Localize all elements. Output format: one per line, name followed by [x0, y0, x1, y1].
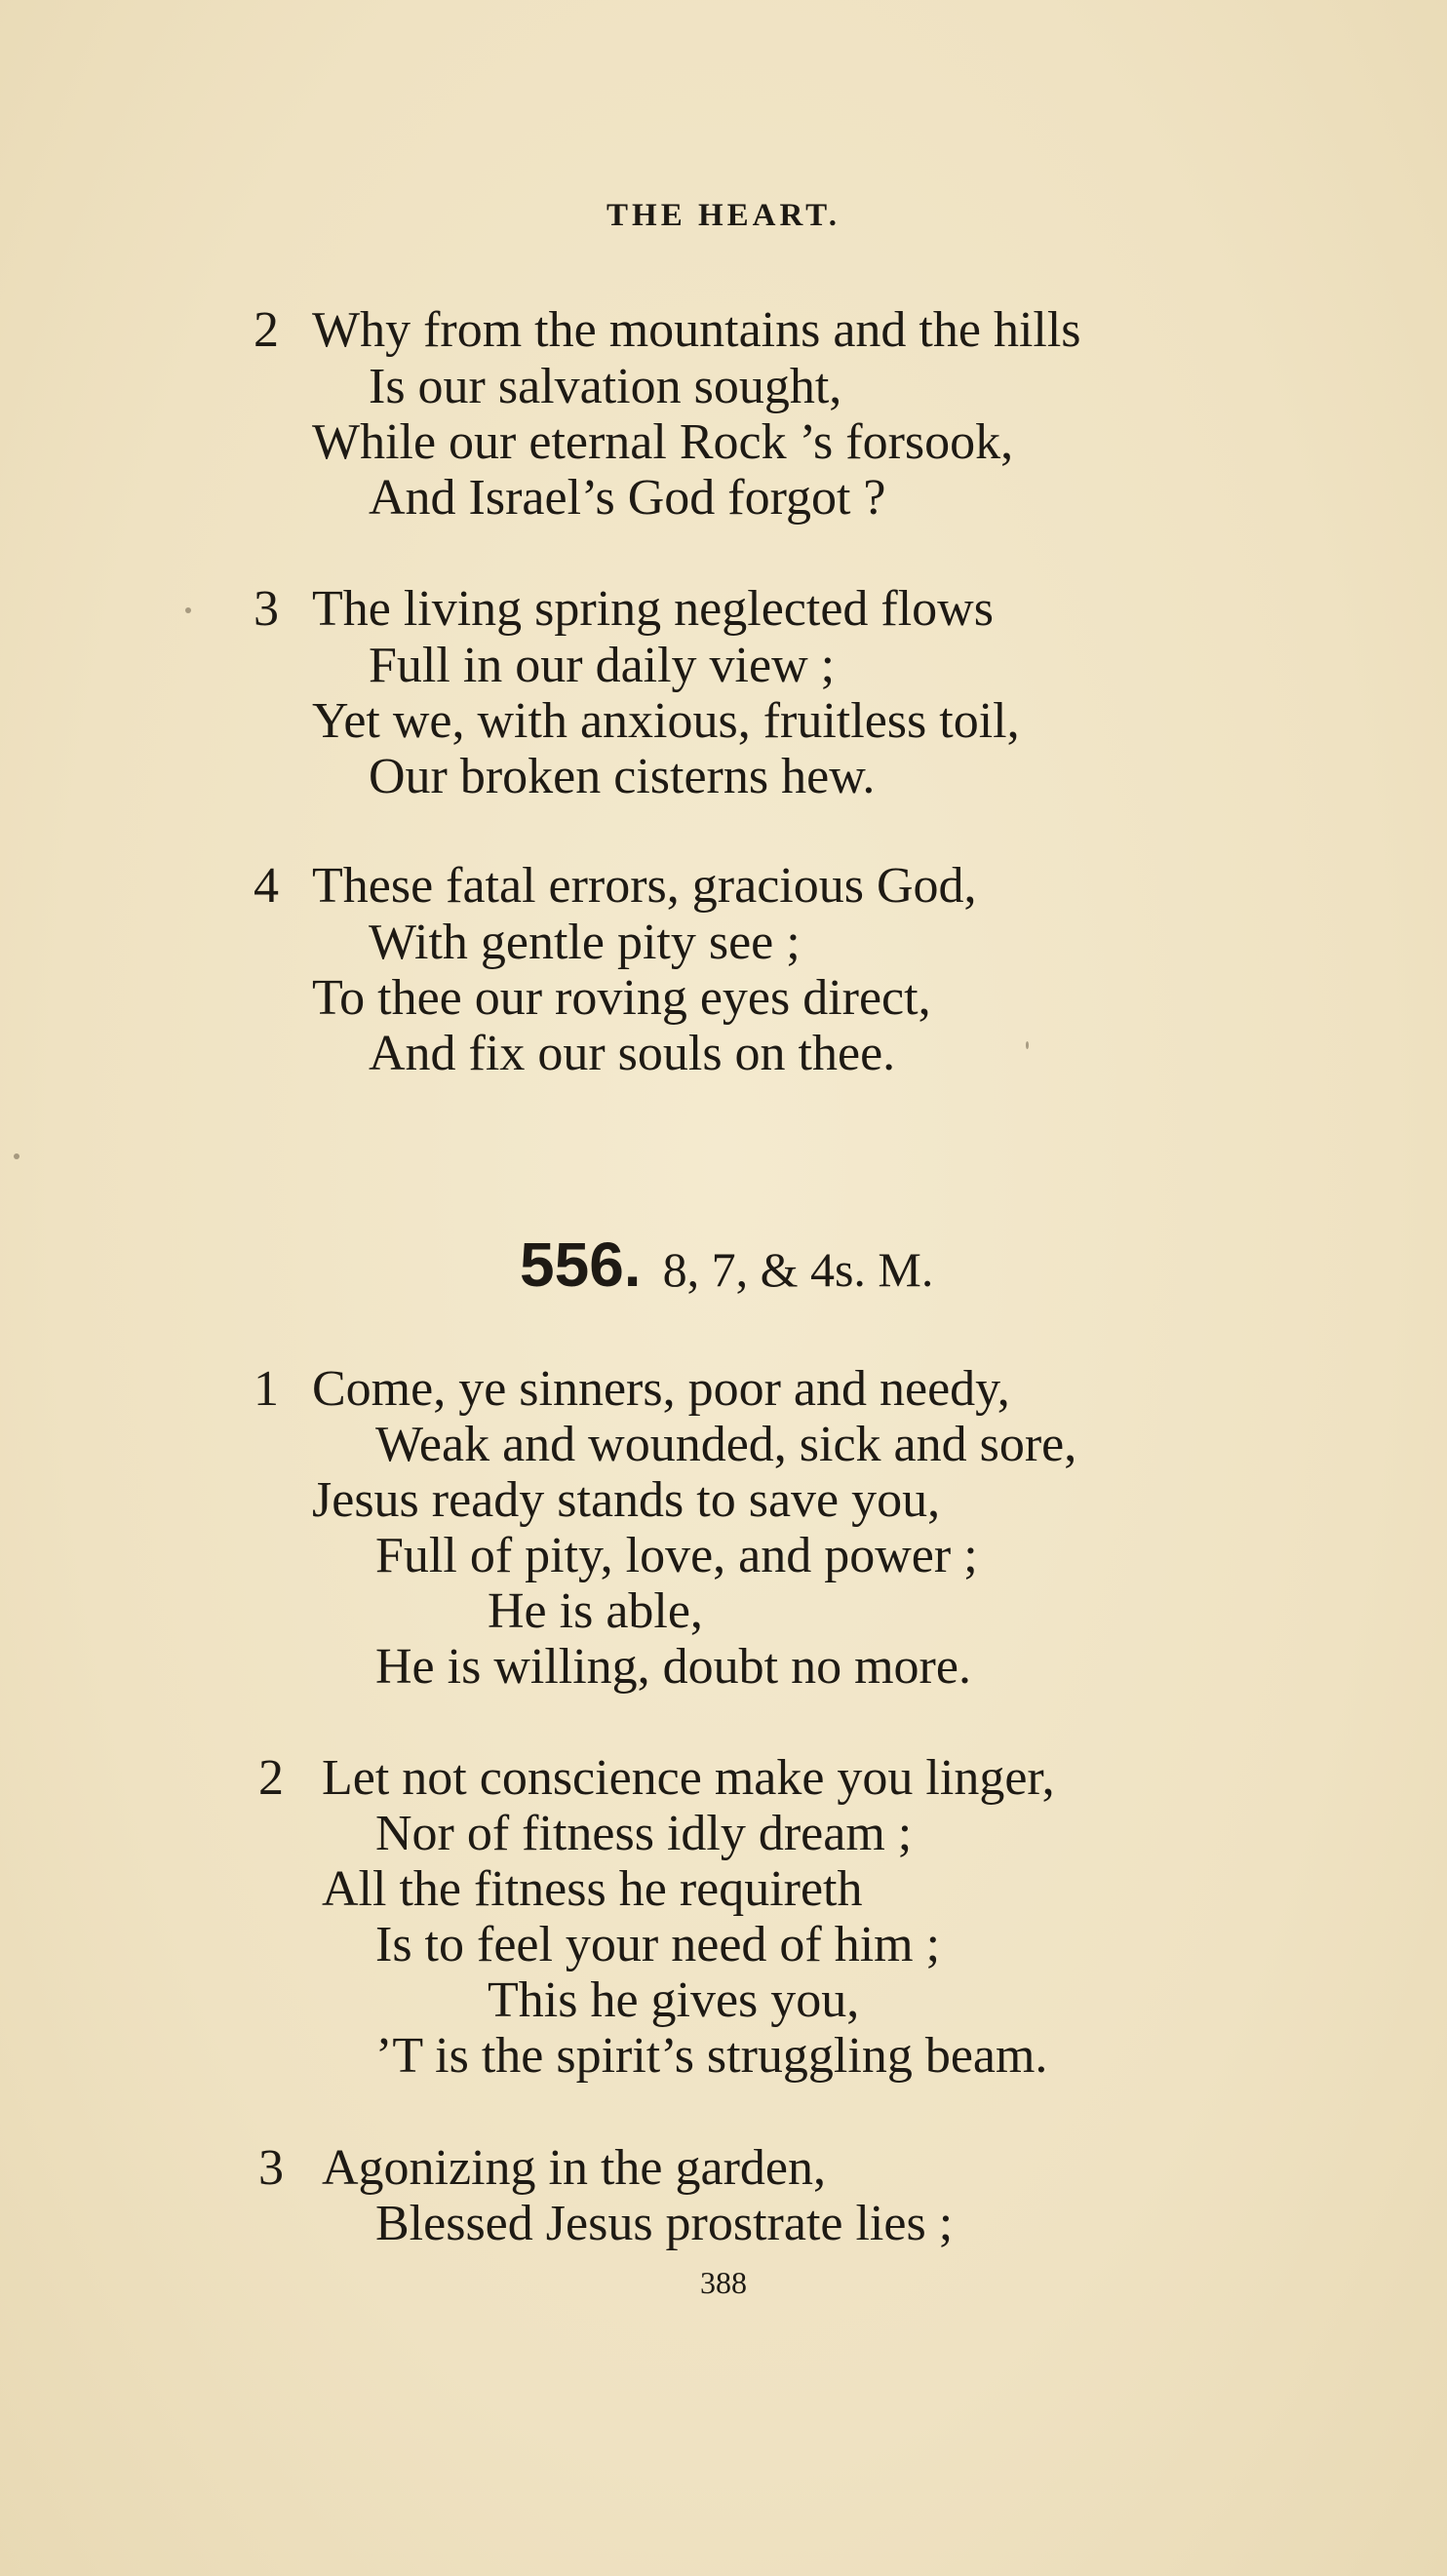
paper-speck — [185, 607, 191, 613]
verse-line: Why from the mountains and the hills — [312, 302, 1081, 358]
paper-speck — [14, 1153, 20, 1159]
verse-line: Blessed Jesus prostrate lies ; — [375, 2196, 954, 2251]
verse-line: And Israel’s God forgot ? — [369, 470, 886, 526]
stanza-number: 3 — [258, 2140, 284, 2196]
verse-line: Weak and wounded, sick and sore, — [375, 1417, 1077, 1472]
verse-line: The living spring neglected flows — [312, 581, 994, 637]
verse-line: To thee our roving eyes direct, — [312, 970, 931, 1026]
verse-line: All the fitness he requireth — [322, 1861, 863, 1917]
verse-line: And fix our souls on thee. — [369, 1026, 896, 1081]
hymn-number: 556. — [520, 1229, 642, 1300]
verse-line: ’T is the spirit’s struggling beam. — [375, 2028, 1048, 2084]
verse-line: While our eternal Rock ’s forsook, — [312, 414, 1014, 470]
stanza-number: 1 — [254, 1361, 279, 1417]
verse-line: With gentle pity see ; — [369, 915, 801, 970]
verse-line: This he gives you, — [488, 1972, 860, 2028]
verse-line: He is willing, doubt no more. — [375, 1639, 971, 1695]
verse-line: Come, ye sinners, poor and needy, — [312, 1361, 1010, 1417]
hymn-heading — [520, 1230, 933, 1305]
verse-line: He is able, — [488, 1583, 703, 1639]
verse-line: Full of pity, love, and power ; — [375, 1528, 978, 1583]
verse-line: These fatal errors, gracious God, — [312, 858, 977, 914]
stanza-number: 2 — [254, 302, 279, 358]
stanza-number: 3 — [254, 581, 279, 637]
verse-line: Is our salvation sought, — [369, 359, 842, 414]
verse-line: Our broken cisterns hew. — [369, 749, 876, 804]
stanza-number: 4 — [254, 858, 279, 914]
verse-line: Full in our daily view ; — [369, 638, 836, 693]
page-number: 388 — [700, 2265, 747, 2300]
hymn-meter: 8, 7, & 4s. M. — [662, 1242, 934, 1297]
verse-line: Let not conscience make you linger, — [322, 1750, 1055, 1806]
verse-line: Is to feel your need of him ; — [375, 1917, 941, 1972]
verse-line: Agonizing in the garden, — [322, 2140, 826, 2196]
paper-speck — [1026, 1041, 1029, 1049]
verse-line: Nor of fitness idly dream ; — [375, 1806, 913, 1861]
stanza-number: 2 — [258, 1750, 284, 1806]
verse-line: Yet we, with anxious, fruitless toil, — [312, 693, 1020, 749]
running-header: THE HEART. — [606, 198, 841, 233]
verse-line: Jesus ready stands to save you, — [312, 1472, 941, 1528]
